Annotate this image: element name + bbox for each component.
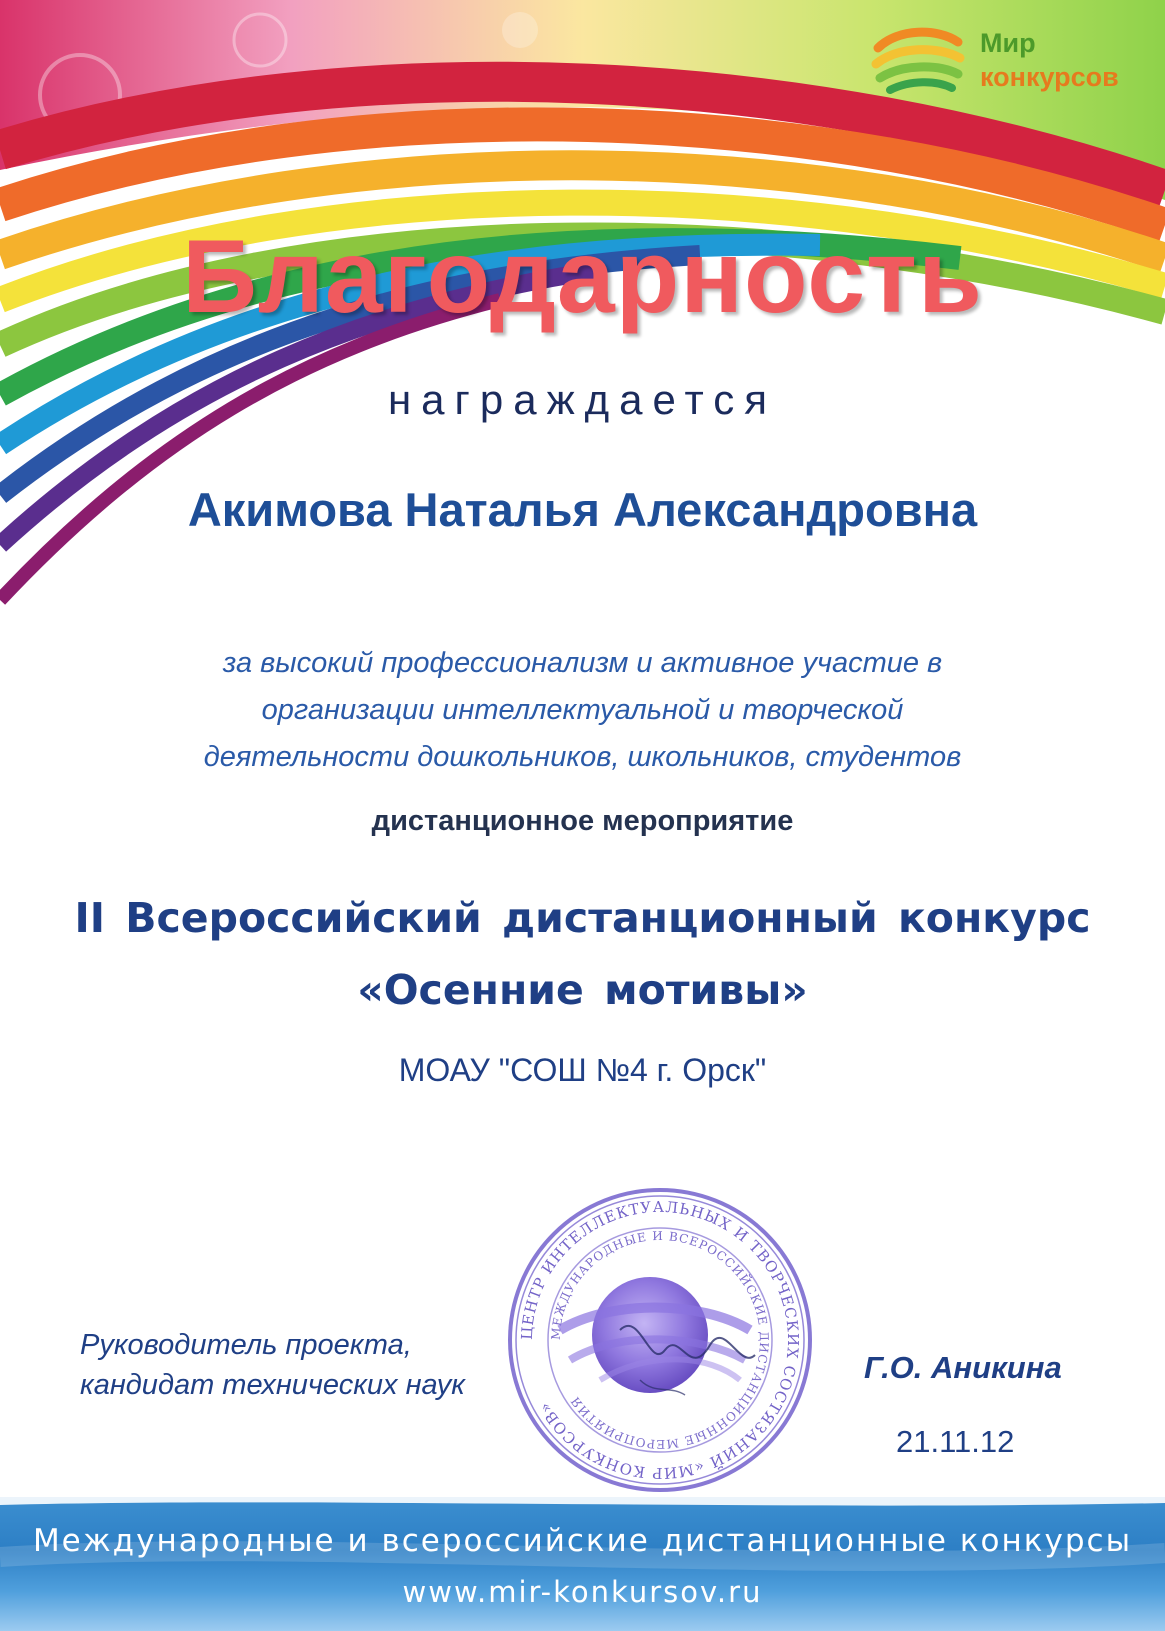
signer-name: Г.О. Аникина	[864, 1350, 1062, 1385]
contest-line: II Всероссийский дистанционный конкурс	[74, 894, 1091, 942]
stamp-outer-text: ЦЕНТР ИНТЕЛЛЕКТУАЛЬНЫХ И ТВОРЧЕСКИХ СОСТЯЗАНИЙ «МИР КОНКУРСОВ»	[517, 1197, 803, 1483]
logo-line-1: Мир	[980, 28, 1036, 58]
logo-swirl-icon	[868, 20, 968, 100]
logo-line-2: конкурсов	[980, 62, 1119, 92]
signer-role	[80, 1325, 465, 1405]
reason-line: деятельности дошкольников, школьников, студентов	[203, 741, 962, 773]
signature-date: 21.11.12	[896, 1424, 1015, 1459]
footer-tagline: Международные и всероссийские дистанционные конкурсы	[32, 1523, 1133, 1559]
contest-name	[0, 882, 1165, 1026]
event-type: дистанционное мероприятие	[371, 805, 794, 837]
contest-line: «Осенние мотивы»	[357, 966, 808, 1014]
footer-wave	[0, 1497, 1165, 1631]
footer-banner	[0, 1497, 1165, 1631]
reason-text	[0, 640, 1165, 781]
awarded-word: награждается	[387, 376, 778, 423]
official-stamp	[500, 1180, 820, 1500]
signer-role-line: кандидат технических наук	[80, 1369, 465, 1401]
footer-website-link[interactable]: www.mir-konkursov.ru	[402, 1575, 763, 1609]
reason-line: за высокий профессионализм и активное участие в	[222, 647, 943, 679]
reason-line: организации интеллектуальной и творческой	[261, 694, 904, 726]
signer-role-line: Руководитель проекта,	[80, 1329, 412, 1361]
recipient-name: Акимова Наталья Александровна	[187, 483, 978, 536]
rainbow-background	[0, 0, 1165, 700]
school-name: МОАУ "СОШ №4 г. Орск"	[398, 1052, 767, 1088]
stamp-inner-text: МЕЖДУНАРОДНЫЕ И ВСЕРОССИЙСКИЕ ДИСТАНЦИОННЫЕ МЕРОПРИЯТИЯ	[548, 1228, 772, 1452]
certificate-title: Благодарность	[182, 219, 983, 335]
mir-konkursov-logo	[868, 20, 1148, 100]
